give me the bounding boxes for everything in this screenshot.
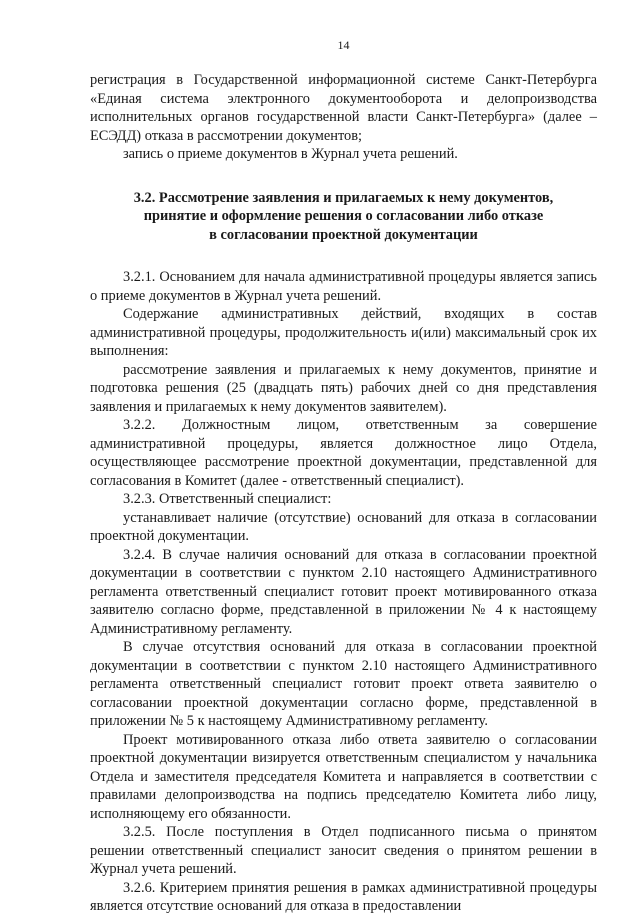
document-body	[90, 71, 597, 916]
section-heading-line: 3.2. Рассмотрение заявления и прилагаемых к нему документов,	[133, 189, 554, 206]
page-number: 14	[337, 38, 350, 52]
paragraph-journal-entry: запись о приеме документов в Журнал учета решений.	[123, 146, 458, 162]
paragraph-3-2-4: 3.2.4. В случае наличия оснований для отказа в согласовании проектной документации в соответствии с пунктом 2.10 настоящего Административного регламента ответственный специалист готовит проект мотивированного отказа заявителю согласно форме, представленной в приложении № 4 к настоящему Административному регламенту.	[90, 546, 597, 637]
paragraph-review-term: рассмотрение заявления и прилагаемых к нему документов, принятие и подготовка решения (25 (двадцать пять) рабочих дней со дня представления заявления и прилагаемых к нему документов заявителем).	[90, 361, 597, 415]
paragraph-3-2-3: 3.2.3. Ответственный специалист:	[123, 491, 332, 507]
paragraph-3-2-2: 3.2.2. Должностным лицом, ответственным за совершение административной процедуры, является должностное лицо Отдела, осуществляющее рассмотрение проектной документации, представленной для согласования в Комитет (далее - ответственный специалист).	[90, 417, 597, 489]
paragraph-establishes-grounds: устанавливает наличие (отсутствие) оснований для отказа в согласовании проектной документации.	[90, 509, 597, 544]
section-heading-line: в согласовании проектной документации	[209, 226, 478, 243]
section-heading	[90, 189, 597, 245]
paragraph-3-2-1: 3.2.1. Основанием для начала административной процедуры является запись о приеме документов в Журнал учета решений.	[90, 269, 597, 304]
paragraph-registration: регистрация в Государственной информационной системе Санкт-Петербурга «Единая система электронного документооборота и делопроизводства исполнительных органов государственной власти Санкт-Петербурга» (далее – ЕСЭДД) отказа в рассмотрении документов;	[90, 72, 597, 144]
paragraph-3-2-6: 3.2.6. Критерием принятия решения в рамках административной процедуры является отсутствие оснований для отказа в предоставлении	[90, 879, 597, 914]
section-heading-line: принятие и оформление решения о согласовании либо отказе	[143, 208, 544, 224]
paragraph-content-actions: Содержание административных действий, входящих в состав административной процедуры, продолжительность и(или) максимальный срок их выполнения:	[90, 306, 597, 359]
paragraph-3-2-5: 3.2.5. После поступления в Отдел подписанного письма о принятом решении ответственный специалист заносит сведения о принятом решении в Журнал учета решений.	[90, 824, 597, 877]
paragraph-draft-approval: Проект мотивированного отказа либо ответа заявителю о согласовании проектной документации визируется ответственным специалистом у начальника Отдела и заместителя председателя Комитета и направляется в соответствии с правилами делопроизводства на подпись председателю Комитета либо лицу, исполняющему его обязанности.	[90, 731, 597, 822]
paragraph-no-grounds: В случае отсутствия оснований для отказа в согласовании проектной документации в соответствии с пунктом 2.10 настоящего Административного регламента ответственный специалист готовит проект ответа заявителю о согласовании проектной документации согласно форме, представленной в приложении № 5 к настоящему Административному регламенту.	[90, 639, 597, 729]
